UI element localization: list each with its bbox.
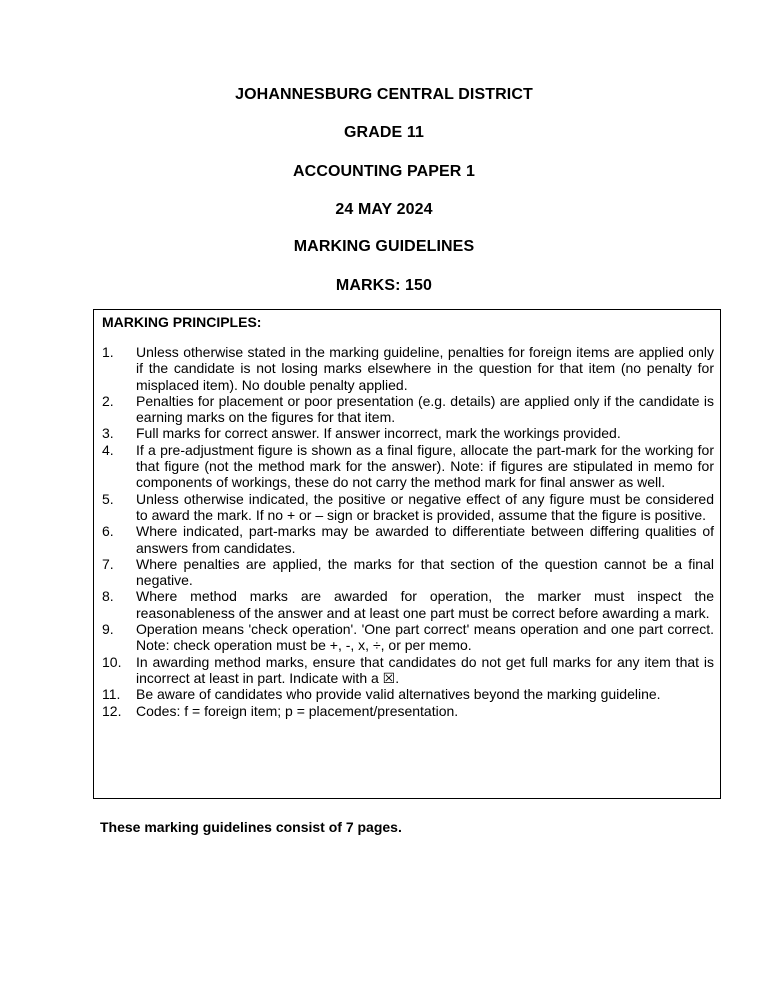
principle-number: 7. — [102, 555, 114, 572]
grade-title: GRADE 11 — [344, 124, 424, 141]
principle-item — [102, 621, 714, 654]
principle-number: 1. — [102, 344, 114, 360]
principle-item — [102, 556, 714, 589]
principles-title: MARKING PRINCIPLES: — [102, 314, 262, 330]
principle-item — [102, 344, 714, 393]
exam-date: 24 MAY 2024 — [335, 201, 433, 218]
principle-text: Full marks for correct answer. If answer incorrect, mark the workings provided. — [136, 425, 621, 442]
principle-text: Where method marks are awarded for operation, the marker must inspect the reasonableness of the answer and at least one part must be correct before awarding a mark. — [136, 588, 714, 621]
principle-text: Where indicated, part-marks may be awarded to differentiate between differing qualities of answers from candidates. — [136, 523, 714, 556]
principle-item — [102, 393, 714, 426]
marking-principles-box — [93, 309, 721, 799]
district-title: JOHANNESBURG CENTRAL DISTRICT — [235, 86, 533, 103]
principle-item — [102, 442, 714, 491]
principle-number: 2. — [102, 392, 114, 409]
principle-number: 8. — [102, 588, 114, 605]
principle-item — [102, 686, 714, 702]
principle-text: Operation means 'check operation'. 'One part correct' means operation and one part correct. Note: check operation must be +, -, x, ÷, or per memo. — [136, 621, 714, 654]
principle-item — [102, 425, 714, 441]
principle-number: 10. — [102, 653, 122, 670]
page-count-note: These marking guidelines consist of 7 pages. — [100, 819, 402, 835]
principle-item — [102, 588, 714, 621]
principle-text: In awarding method marks, ensure that candidates do not get full marks for any item that is incorrect at least in part. Indicate with a ☒. — [136, 653, 714, 686]
principles-list — [102, 344, 714, 719]
document-type: MARKING GUIDELINES — [293, 238, 475, 255]
principle-text: If a pre-adjustment figure is shown as a final figure, allocate the part-mark for the working for that figure (not the method mark for the answer). Note: if figures are stipulated in memo for components of workings, these do not carry the method mark for final answer as well. — [136, 441, 714, 491]
principle-text: Unless otherwise indicated, the positive or negative effect of any figure must be considered to award the mark. If no + or – sign or bracket is provided, assume that the figure is positive. — [136, 490, 714, 523]
principle-number: 12. — [102, 702, 122, 719]
principle-text: Unless otherwise stated in the marking guideline, penalties for foreign items are applied only if the candidate is not losing marks elsewhere in the question for that item (no penalty for misplaced item). No double penalty applied. — [136, 344, 714, 393]
principle-item — [102, 523, 714, 556]
principle-text: Penalties for placement or poor presentation (e.g. details) are applied only if the candidate is earning marks on the figures for that item. — [136, 392, 714, 426]
principle-text: Where penalties are applied, the marks for that section of the question cannot be a final negative. — [136, 555, 714, 589]
principle-number: 4. — [102, 441, 114, 458]
principle-item — [102, 703, 714, 719]
principle-number: 5. — [102, 490, 114, 507]
principle-text: Be aware of candidates who provide valid alternatives beyond the marking guideline. — [136, 686, 661, 703]
paper-title: ACCOUNTING PAPER 1 — [293, 163, 475, 180]
total-marks: MARKS: 150 — [335, 277, 433, 294]
principle-item — [102, 654, 714, 687]
principle-number: 6. — [102, 523, 114, 540]
principle-number: 9. — [102, 621, 114, 638]
principle-text: Codes: f = foreign item; p = placement/presentation. — [136, 702, 459, 719]
principle-number: 11. — [102, 686, 121, 703]
principle-number: 3. — [102, 425, 114, 442]
principle-item — [102, 491, 714, 524]
